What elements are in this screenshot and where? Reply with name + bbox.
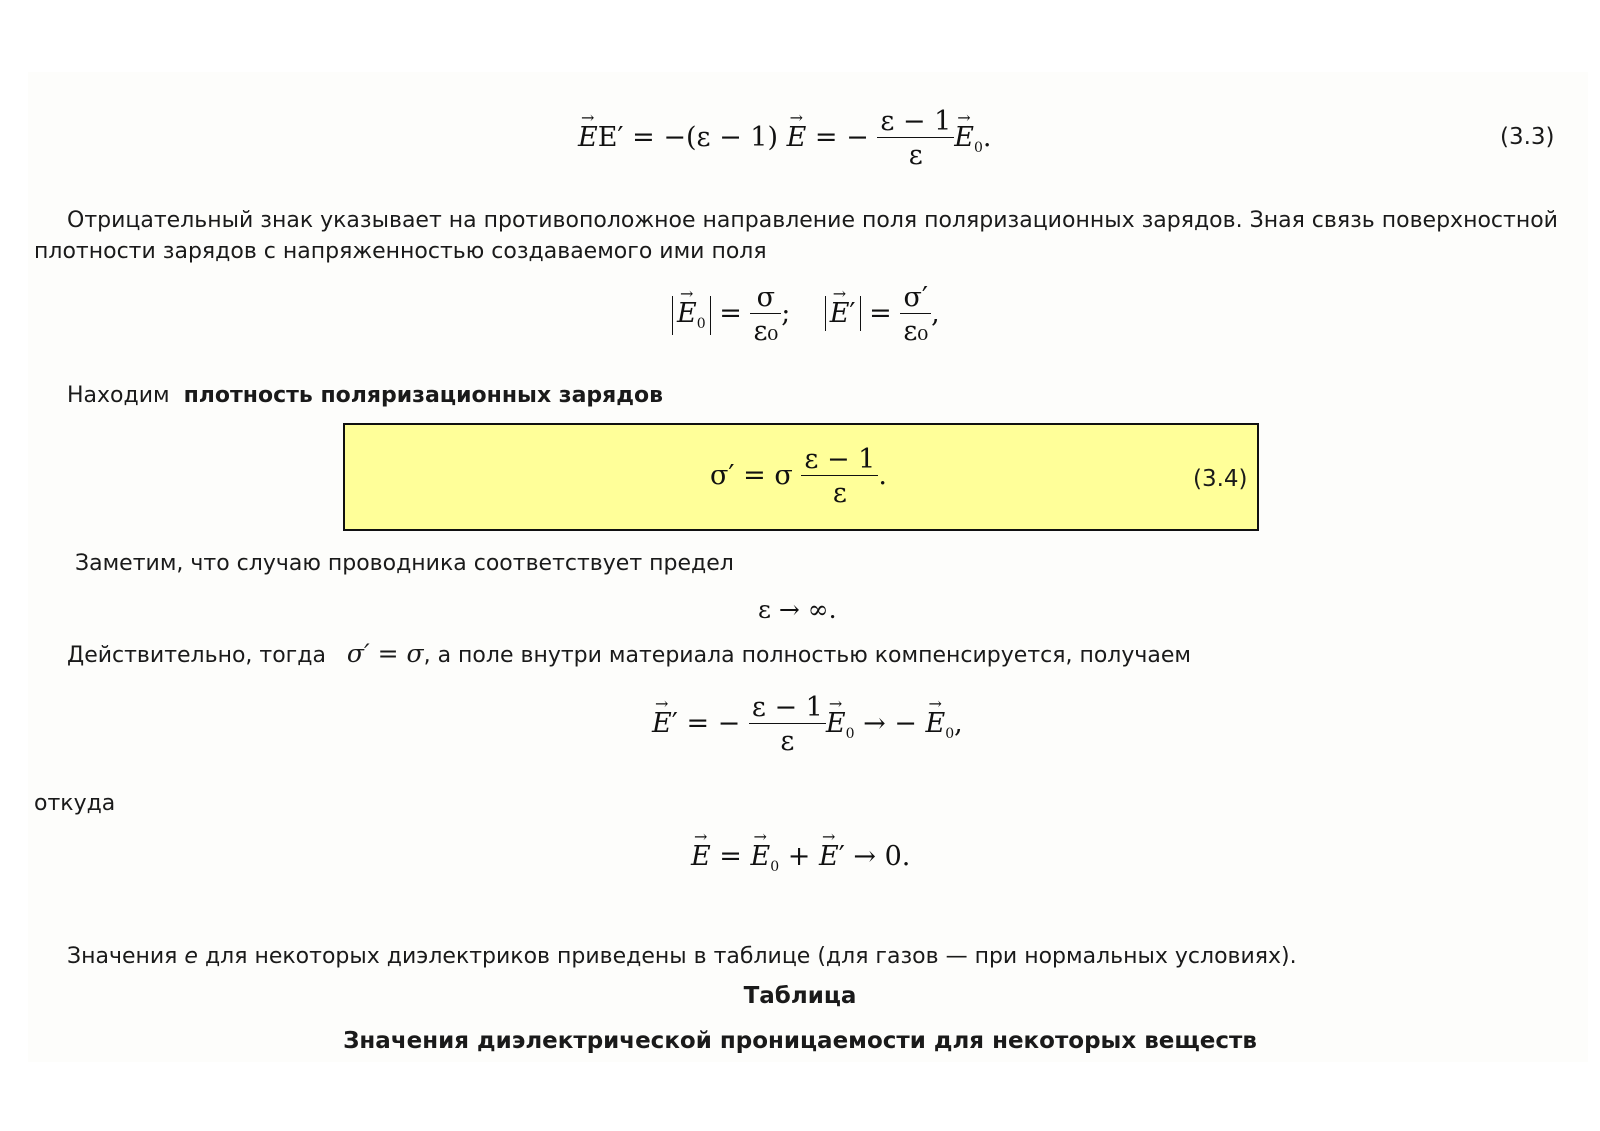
paragraph-intro: Отрицательный знак указывает на противоположное направление поля поляризационных зарядов. Зная связь поверхностной bbox=[67, 208, 1558, 233]
equation-3-3: → EE′ = −(ε − 1) → E = − $\frac{\varepsilon - 1}{\varepsilon}$ → $E_0$. bbox=[578, 108, 992, 169]
equation-zero-field: → E = → $E_0$ + → E′ → 0. bbox=[691, 843, 910, 874]
equation-limit: ε → ∞. bbox=[758, 595, 837, 624]
inline-formula: σ′ = σ bbox=[346, 639, 424, 668]
equation-number-3-3: (3.3) bbox=[1500, 124, 1555, 150]
equation-3-4: σ′ = σ $\frac{\varepsilon - 1}{\varepsilon}$ . bbox=[710, 444, 887, 509]
paragraph-values: Значения е для некоторых диэлектриков приведены в таблице (для газов — при нормальных условиях). bbox=[67, 944, 1297, 969]
paragraph-whence: откуда bbox=[34, 791, 116, 816]
bold-term: плотность поляризационных зарядов bbox=[183, 383, 664, 408]
paragraph-indeed: Действительно, тогда σ′ = σ, а поле внутри материала полностью компенсируется, получаем bbox=[67, 639, 1191, 668]
table-title: Значения диэлектрической проницаемости для некоторых веществ bbox=[343, 1028, 1257, 1054]
paragraph-find-density: Находим плотность поляризационных зарядов bbox=[67, 383, 664, 408]
paragraph-intro-cont: плотности зарядов с напряженностью создаваемого ими поля bbox=[34, 239, 767, 264]
equation-number-3-4: (3.4) bbox=[1193, 466, 1248, 492]
fraction: $\frac{\varepsilon - 1}{\varepsilon}$ bbox=[877, 108, 954, 169]
paragraph-conductor: Заметим, что случаю проводника соответствует предел bbox=[75, 551, 734, 576]
table-label: Таблица bbox=[743, 983, 857, 1009]
equation-result: → E′ = − $\frac{\varepsilon - 1}{\varepsilon}$ → $E_0$ → − → $E_0$, bbox=[652, 694, 963, 755]
equation-field-density: → $E_0$ = $\frac{\sigma}{\text{ε₀}}$ ; → E′ = $\frac{\sigma'}{\text{ε₀}}$ , bbox=[672, 284, 940, 345]
